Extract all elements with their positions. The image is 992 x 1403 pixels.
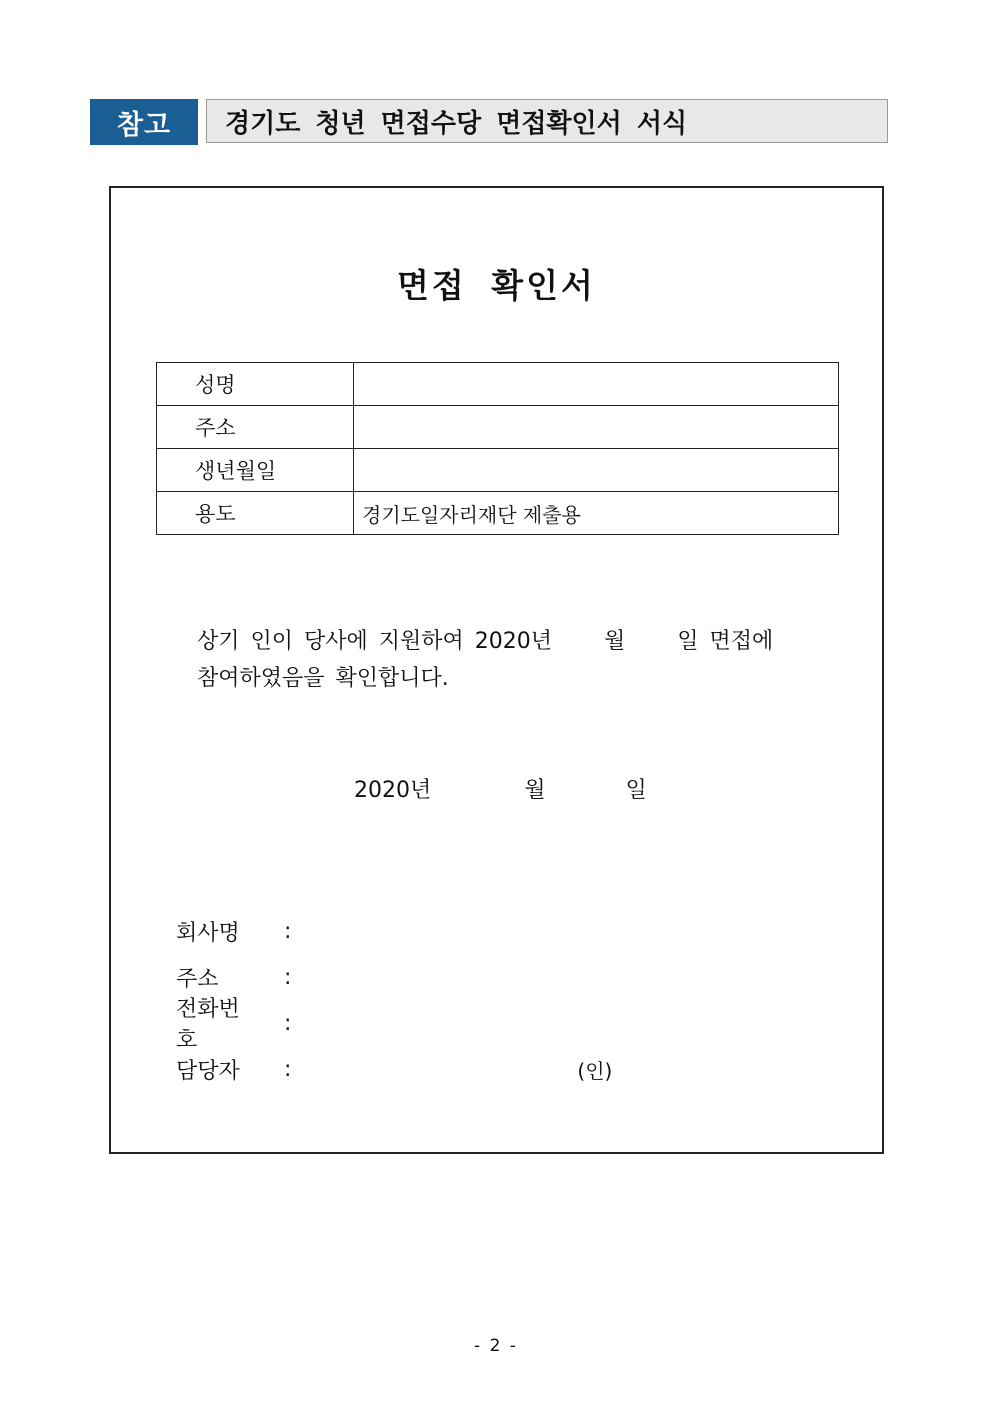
confirmation-statement <box>197 623 773 697</box>
table-row <box>157 363 839 406</box>
date-day: 일 <box>625 778 647 803</box>
address-label: 주소 <box>195 416 236 440</box>
company-name-row <box>176 908 612 954</box>
birthdate-value-cell <box>354 449 839 492</box>
issue-date <box>354 773 647 804</box>
birthdate-label: 생년월일 <box>195 459 277 483</box>
address-label-cell <box>157 406 354 449</box>
document-title: 면접 확인서 <box>397 266 596 305</box>
seal-mark: (인) <box>577 1058 613 1083</box>
colon: : <box>284 1056 292 1082</box>
company-info <box>176 908 612 1092</box>
statement-day: 일 면접에 <box>677 629 774 654</box>
company-manager-label: 담당자 <box>176 1058 240 1084</box>
date-month: 월 <box>524 778 546 803</box>
statement-month: 월 <box>604 629 626 654</box>
colon: : <box>284 964 292 990</box>
colon: : <box>284 1010 292 1036</box>
page-number: - 2 - <box>474 1336 518 1356</box>
reference-badge: 참고 <box>90 99 198 145</box>
form-frame <box>109 186 884 1154</box>
company-phone-label: 전화번호 <box>176 997 240 1053</box>
purpose-label: 용도 <box>195 502 236 526</box>
colon: : <box>284 918 292 944</box>
purpose-label-cell <box>157 492 354 535</box>
applicant-info-table <box>156 362 839 535</box>
table-row <box>157 449 839 492</box>
table-row <box>157 492 839 535</box>
company-phone-row <box>176 997 612 1053</box>
address-value-cell <box>354 406 839 449</box>
statement-line-2: 참여하였음을 확인합니다. <box>197 666 449 691</box>
company-name-label: 회사명 <box>176 920 240 946</box>
company-address-label: 주소 <box>176 966 219 992</box>
birthdate-label-cell <box>157 449 354 492</box>
statement-text: 상기 인이 당사에 지원하여 2020년 <box>197 629 552 654</box>
date-year: 2020년 <box>354 778 432 803</box>
name-value-cell <box>354 363 839 406</box>
name-label: 성명 <box>195 373 236 397</box>
table-row <box>157 406 839 449</box>
company-manager-row <box>176 1046 612 1092</box>
statement-line-1 <box>197 623 773 660</box>
name-label-cell <box>157 363 354 406</box>
section-title: 경기도 청년 면접수당 면접확인서 서식 <box>206 99 888 143</box>
purpose-value-cell: 경기도일자리재단 제출용 <box>354 492 839 535</box>
